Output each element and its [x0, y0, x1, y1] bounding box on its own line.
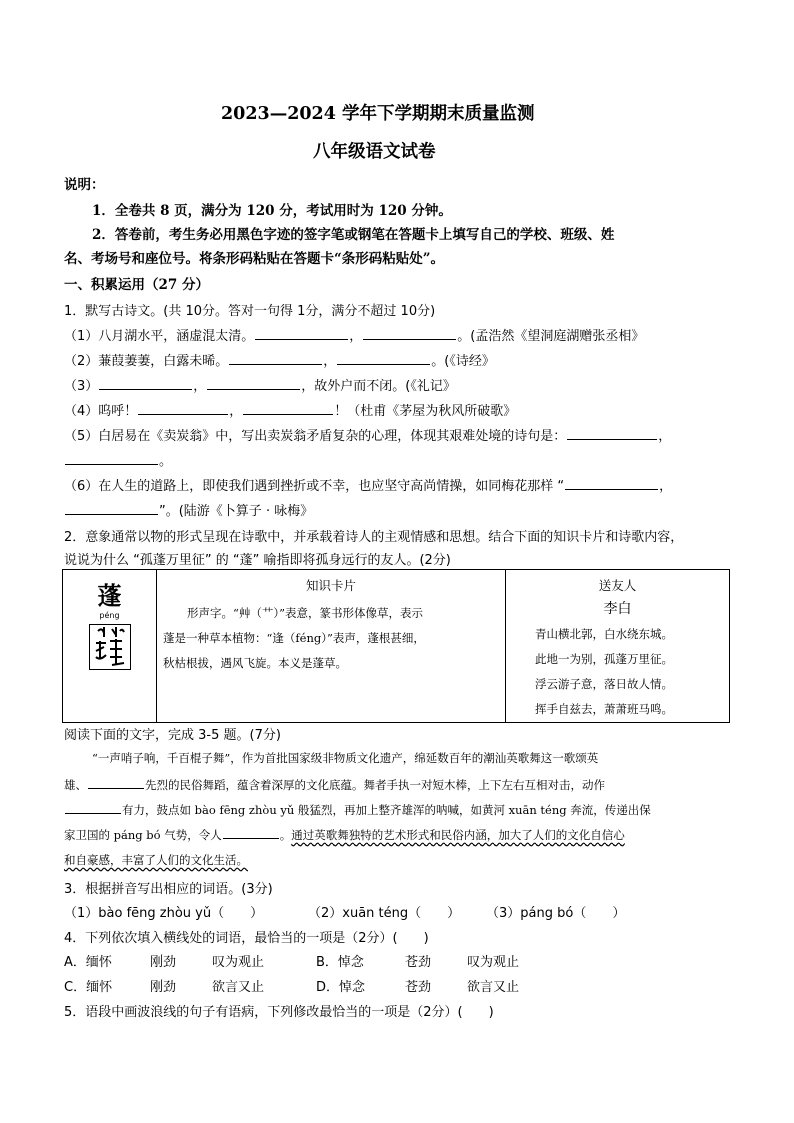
poem-lines [535, 622, 729, 722]
knowledge-title: 知识卡片 [305, 578, 356, 593]
seal-character: 蓬 [97, 581, 122, 610]
q1-item-2: （2）蒹葭萋萋，白露未晞。 ， 。(《诗经》 [64, 354, 495, 369]
q3-b: （2）xuān téng（ ） [308, 906, 461, 921]
reading-p1: “一声哨子响，千百棍子舞”，作为首批国家级非物质文化遗产，绵延数百年的潮汕英歌舞这一歌颂英 [92, 751, 599, 765]
q1-stem: 1．默写古诗文。(共 10分。答对一句得 1分，满分不超过 10分) [64, 304, 436, 319]
reading-p5 [64, 852, 248, 868]
q4-option-d: D．悼念 苍劲 欲言又止 [316, 980, 520, 995]
q1-item-5-cont: 。 [64, 450, 172, 469]
page-subtitle: 八年级语文试卷 [313, 142, 436, 162]
q3-a: （1）bào fēng zhòu yǔ（ ） [64, 906, 264, 921]
knowledge-line: 形声字。“艸（艹）”表意，篆书形体像草，表示 [187, 606, 424, 620]
wavy-sentence-cont: 和自豪感，丰富了人们的文化生活。 [64, 853, 248, 867]
notes-line-1: 1．全卷共 8 页，满分为 120 分，考试用时为 120 分钟。 [92, 203, 452, 219]
reading-p3: 有力，鼓点如 bào fēng zhòu yǔ 般猛烈，再加上整齐雄浑的呐喊，如黄河 xuān téng 奔流，传递出保 [64, 802, 651, 818]
q1-item-5: （5）白居易在《卖炭翁》中，写出卖炭翁矛盾复杂的心理，体现其艰难处境的诗句是： ， [64, 429, 672, 444]
notes-label: 说明： [64, 177, 105, 193]
q3-c: （3）páng bó（ ） [486, 906, 626, 921]
poem-title: 送友人 [598, 578, 637, 593]
q4-option-c: C．缅怀 刚劲 欲言又止 [64, 980, 265, 995]
knowledge-card-table [62, 569, 730, 723]
q2-line-2: 说说为什么 “孤蓬万里征” 的 “蓬” 喻指即将孤身远行的友人。(2分) [64, 553, 451, 568]
seal-script-image [89, 624, 131, 670]
q1-item-1: （1）八月湖水平，涵虚混太清。 ， 。(孟浩然《望洞庭湖赠张丞相》 [64, 329, 645, 344]
notes-line-2a: 2．答卷前，考生务必用黑色字迹的签字笔或钢笔在答题卡上填写自己的学校、班级、姓 [92, 227, 615, 243]
knowledge-text [163, 601, 505, 676]
reading-p2: 雄、 先烈的民俗舞蹈，蕴含着深厚的文化底蕴。舞者手执一对短木棒，上下左右互相对击，动作 [64, 778, 605, 792]
q4-option-b: B．悼念 苍劲 叹为观止 [316, 955, 520, 970]
knowledge-cell [157, 570, 506, 723]
q1-item-4: （4）呜呼！ ， ！（杜甫《茅屋为秋风所破歌》 [64, 404, 517, 419]
poem-line: 挥手自兹去，萧萧班马鸣。 [535, 702, 673, 716]
q3-stem: 3．根据拼音写出相应的词语。(3分) [64, 882, 273, 897]
char-cell [63, 570, 157, 723]
notes-line-2b: 名、考场号和座位号。将条形码粘贴在答题卡“条形码粘贴处”。 [64, 251, 445, 267]
q5-stem: 5．语段中画波浪线的句子有语病，下列修改最恰当的一项是（2分）( ) [64, 1005, 494, 1020]
section-heading: 一、积累运用（27 分） [64, 277, 209, 293]
poem-line: 浮云游子意，落日故人情。 [535, 677, 673, 691]
poem-line: 此地一为别，孤蓬万里征。 [535, 652, 673, 666]
q1-item-3: （3） ， ，故外户而不闭。(《礼记》 [64, 379, 456, 394]
poem-author: 李白 [603, 601, 632, 617]
q1-item-6: （6）在人生的道路上，即使我们遇到挫折或不幸，也应坚守高尚情操，如同梅花那样 “ ， [64, 479, 673, 494]
knowledge-line: 秋枯根拔，遇风飞旋。本义是蓬草。 [163, 656, 347, 670]
character-pinyin: péng [99, 611, 120, 620]
page-title: 2023—2024 学年下学期期末质量监测 [221, 104, 535, 124]
q4-stem: 4．下列依次填入横线处的词语，最恰当的一项是（2分）( ) [64, 931, 429, 946]
poem-cell [506, 570, 730, 723]
reading-p4: 家卫国的 páng bó 气势，令人 。通过英歌舞独特的艺术形式和民俗内涵，加大了人们的文化自信心 [64, 828, 625, 842]
poem-line: 青山横北郭，白水绕东城。 [535, 627, 673, 641]
q1-item-6-cont: ”。(陆游《卜算子 · 咏梅》 [64, 500, 313, 519]
wavy-sentence: 通过英歌舞独特的艺术形式和民俗内涵，加大了人们的文化自信心 [291, 828, 625, 842]
knowledge-line: 蓬是一种草本植物：“逢（féng）”表声，蓬根甚细， [163, 631, 425, 645]
q4-option-a: A．缅怀 刚劲 叹为观止 [64, 955, 265, 970]
reading-intro: 阅读下面的文字，完成 3-5 题。(7分) [64, 728, 281, 743]
q2-line-1: 2．意象通常以物的形式呈现在诗歌中，并承载着诗人的主观情感和思想。结合下面的知识卡片和诗歌内容， [64, 530, 684, 545]
